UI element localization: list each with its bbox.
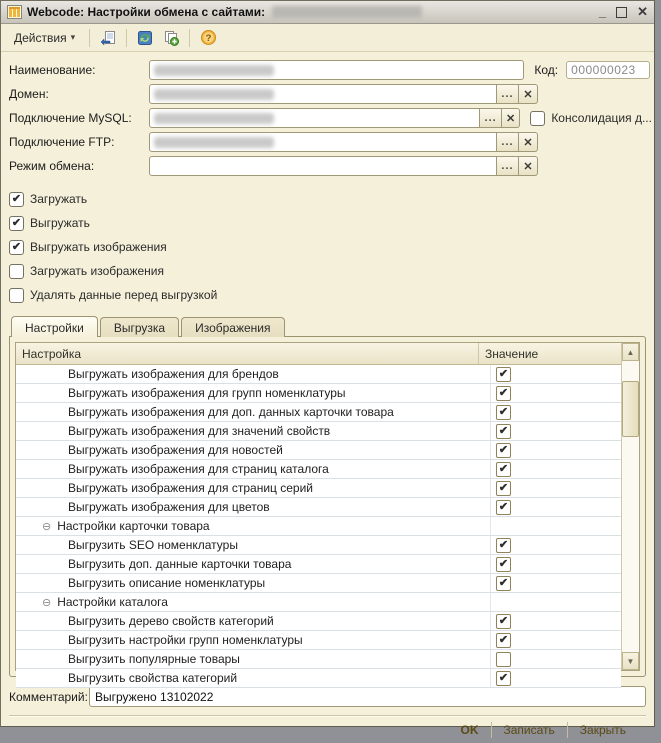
- value-checkbox[interactable]: ✔: [496, 557, 511, 572]
- table-row[interactable]: [16, 612, 621, 631]
- scroll-down-button[interactable]: ▼: [622, 652, 639, 670]
- tab-label: Настройки: [25, 321, 84, 335]
- flag-checkbox[interactable]: [9, 284, 646, 306]
- close-button[interactable]: ✕: [637, 4, 648, 19]
- table-row[interactable]: [16, 669, 621, 688]
- clear-button[interactable]: ✕: [519, 84, 538, 104]
- svg-text:?: ?: [205, 33, 212, 44]
- setting-name: Выгружать изображения для страниц каталога: [68, 462, 329, 476]
- field-input[interactable]: [149, 156, 497, 176]
- table-row[interactable]: [16, 422, 621, 441]
- footer-button[interactable]: Закрыть: [579, 722, 626, 737]
- form-field-row: [9, 84, 646, 104]
- column-header-value[interactable]: Значение: [485, 346, 539, 361]
- field-input[interactable]: [149, 60, 524, 80]
- redacted-title-value: [272, 6, 422, 18]
- ok-button[interactable]: OK: [460, 722, 479, 737]
- field-extra: [534, 61, 646, 79]
- tab-inactive[interactable]: [181, 317, 284, 337]
- scrollbar-thumb[interactable]: [622, 381, 639, 437]
- value-checkbox[interactable]: [496, 652, 511, 667]
- footer-button-bar: [9, 715, 646, 743]
- value-checkbox[interactable]: ✔: [496, 500, 511, 515]
- settings-tab-panel: [9, 336, 646, 685]
- toolbar-separator: [189, 29, 190, 47]
- field-label: Наименование:: [9, 63, 96, 77]
- flag-label: Выгружать изображения: [30, 240, 167, 254]
- setting-name: Выгружать изображения для доп. данных карточки товара: [68, 405, 394, 419]
- redacted-value: [154, 89, 274, 100]
- table-row[interactable]: [16, 631, 621, 650]
- vertical-scrollbar[interactable]: [621, 343, 639, 670]
- value-checkbox[interactable]: ✔: [496, 424, 511, 439]
- clear-button[interactable]: ✕: [519, 132, 538, 152]
- code-label: Код:: [534, 63, 559, 77]
- toolbar-separator: [126, 29, 127, 47]
- table-row[interactable]: [16, 365, 621, 384]
- actions-menu-button[interactable]: [7, 27, 82, 49]
- tab-strip: [9, 314, 646, 336]
- redacted-value: [154, 113, 274, 124]
- flag-checkbox[interactable]: [9, 236, 646, 258]
- value-checkbox[interactable]: ✔: [496, 538, 511, 553]
- setting-name: Выгружать изображения для значений свойств: [68, 424, 331, 438]
- collapse-icon[interactable]: ⊖: [42, 596, 52, 609]
- form-field-row: [9, 156, 646, 176]
- field-input[interactable]: [149, 132, 497, 152]
- setting-name: Выгружать изображения для групп номенклатуры: [68, 386, 346, 400]
- flag-label: Загружать: [30, 192, 88, 206]
- titlebar: [1, 1, 654, 24]
- setting-name: Выгрузить доп. данные карточки товара: [68, 557, 292, 571]
- field-input[interactable]: [149, 108, 480, 128]
- table-row[interactable]: [16, 593, 621, 612]
- table-row[interactable]: [16, 574, 621, 593]
- tab-inactive[interactable]: [100, 317, 179, 337]
- flag-label: Выгружать: [30, 216, 90, 230]
- field-label: Подключение FTP:: [9, 135, 115, 149]
- table-row[interactable]: [16, 650, 621, 669]
- table-row[interactable]: [16, 441, 621, 460]
- setting-name: Настройки карточки товара: [57, 519, 210, 533]
- footer-button[interactable]: Записать: [503, 722, 555, 737]
- value-checkbox[interactable]: ✔: [496, 386, 511, 401]
- collapse-icon[interactable]: ⊖: [42, 520, 52, 533]
- tab-active[interactable]: [11, 316, 98, 337]
- field-extra: [530, 109, 652, 127]
- chevron-down-icon: ▾: [70, 32, 76, 42]
- comment-input[interactable]: [89, 686, 646, 707]
- value-checkbox[interactable]: ✔: [496, 576, 511, 591]
- form-field-row: [9, 132, 646, 152]
- catalog-grid-icon: [7, 5, 22, 19]
- field-label: Режим обмена:: [9, 159, 95, 173]
- maximize-button[interactable]: [616, 7, 627, 18]
- table-row[interactable]: [16, 384, 621, 403]
- table-row[interactable]: [16, 498, 621, 517]
- checkbox-icon: ✔: [9, 192, 24, 207]
- setting-name: Выгружать изображения для страниц серий: [68, 481, 313, 495]
- column-header-setting[interactable]: Настройка: [16, 343, 479, 364]
- checkbox-icon: ✔: [9, 240, 24, 255]
- form-field-row: [9, 108, 652, 128]
- table-row[interactable]: [16, 536, 621, 555]
- flag-checkbox[interactable]: [9, 188, 646, 210]
- value-checkbox[interactable]: ✔: [496, 633, 511, 648]
- value-checkbox[interactable]: ✔: [496, 405, 511, 420]
- code-field: 000000023: [566, 61, 650, 79]
- flag-label: Удалять данные перед выгрузкой: [30, 288, 218, 302]
- scroll-up-button[interactable]: ▲: [622, 343, 639, 361]
- flag-label: Загружать изображения: [30, 264, 164, 278]
- value-checkbox[interactable]: ✔: [496, 462, 511, 477]
- value-checkbox[interactable]: ✔: [496, 367, 511, 382]
- picker-button[interactable]: ...: [480, 108, 501, 128]
- flag-checkbox[interactable]: [9, 212, 646, 234]
- field-label: Домен:: [9, 87, 49, 101]
- redacted-value: [154, 65, 274, 76]
- table-row[interactable]: [16, 517, 621, 536]
- window-title: Webcode: Настройки обмена с сайтами:: [27, 5, 266, 19]
- consolidation-checkbox[interactable]: [530, 109, 652, 127]
- clear-button[interactable]: ✕: [519, 156, 538, 176]
- setting-name: Выгрузить дерево свойств категорий: [68, 614, 274, 628]
- flag-label: Консолидация д...: [551, 111, 652, 125]
- comment-label: Комментарий:: [9, 689, 88, 704]
- table-row[interactable]: [16, 555, 621, 574]
- tab-label: Выгрузка: [113, 321, 166, 335]
- checkbox-icon: [9, 264, 24, 279]
- help-icon[interactable]: [197, 27, 219, 49]
- value-checkbox[interactable]: ✔: [496, 443, 511, 458]
- tab-label: Изображения: [195, 321, 271, 335]
- comment-row: [9, 686, 646, 707]
- toolbar-separator: [89, 29, 90, 47]
- setting-name: Выгружать изображения для новостей: [68, 443, 283, 457]
- table-row[interactable]: [16, 479, 621, 498]
- value-checkbox[interactable]: ✔: [496, 671, 511, 686]
- picker-button[interactable]: ...: [497, 84, 519, 104]
- value-checkbox[interactable]: ✔: [496, 614, 511, 629]
- checkbox-icon: ✔: [9, 216, 24, 231]
- redacted-value: [154, 137, 274, 148]
- value-checkbox[interactable]: ✔: [496, 481, 511, 496]
- table-rows: [16, 365, 621, 688]
- setting-name: Выгружать изображения для брендов: [68, 367, 279, 381]
- save-reread-icon[interactable]: [97, 27, 119, 49]
- refresh-exchange-icon[interactable]: [134, 27, 156, 49]
- field-rows: [9, 60, 652, 180]
- setting-name: Выгрузить популярные товары: [68, 652, 240, 666]
- clear-button[interactable]: ✕: [502, 108, 521, 128]
- setting-name: Выгрузить настройки групп номенклатуры: [68, 633, 303, 647]
- checkbox-icon: [9, 288, 24, 303]
- comment-value: Выгружено 13102022: [95, 689, 214, 704]
- picker-button[interactable]: ...: [497, 156, 519, 176]
- setting-name: Выгружать изображения для цветов: [68, 500, 270, 514]
- minimize-button[interactable]: _: [598, 4, 607, 19]
- toolbar: [1, 24, 654, 52]
- table-row[interactable]: [16, 403, 621, 422]
- scrollbar-track[interactable]: [622, 361, 639, 652]
- form-field-row: [9, 60, 646, 80]
- copy-add-icon[interactable]: [160, 27, 182, 49]
- flag-checkbox[interactable]: [9, 260, 646, 282]
- field-input[interactable]: [149, 84, 497, 104]
- setting-name: Настройки каталога: [57, 595, 168, 609]
- field-label: Подключение MySQL:: [9, 111, 132, 125]
- settings-table: [15, 342, 640, 685]
- picker-button[interactable]: ...: [497, 132, 519, 152]
- flag-list: [9, 188, 646, 308]
- table-header: [16, 343, 621, 365]
- form-content: [1, 52, 654, 743]
- checkbox-icon: [530, 111, 545, 126]
- table-row[interactable]: [16, 460, 621, 479]
- actions-label: Действия: [14, 30, 67, 45]
- setting-name: Выгрузить свойства категорий: [68, 671, 238, 685]
- setting-name: Выгрузить SEO номенклатуры: [68, 538, 238, 552]
- setting-name: Выгрузить описание номенклатуры: [68, 576, 266, 590]
